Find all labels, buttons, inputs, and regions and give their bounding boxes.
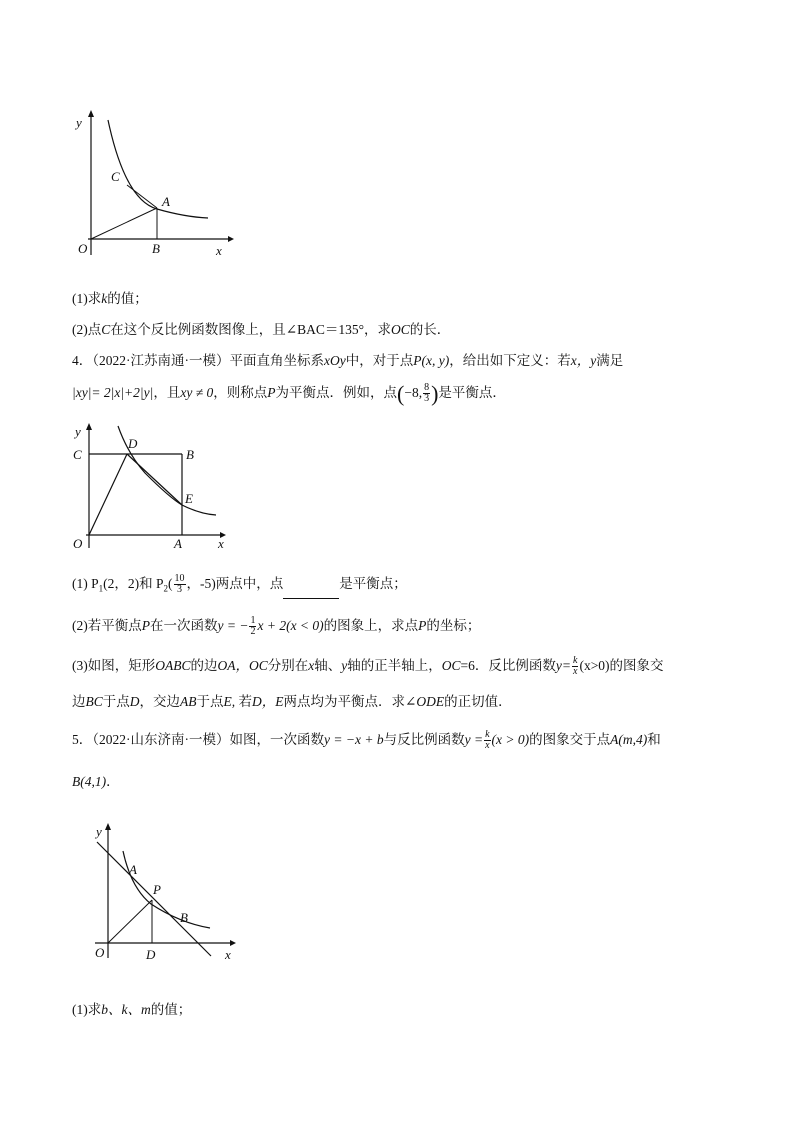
label-y: y bbox=[75, 424, 81, 439]
label-O: O bbox=[95, 945, 105, 960]
figure-inverse-function-1 bbox=[70, 105, 240, 265]
label-y: y bbox=[76, 115, 82, 130]
p2-x-fraction: $\frac{10}{3}$ bbox=[174, 573, 185, 596]
label-x: x bbox=[216, 243, 222, 258]
q4-header: 4．（2022·江苏南通·一模）平面直角坐标系xOy中，对于点P(x, y)，给出如下定义：若x，y满足 bbox=[72, 353, 624, 368]
segment-OP bbox=[108, 900, 152, 943]
k-over-x-fraction: $\frac{k}{x}$ bbox=[485, 729, 490, 752]
x-arrow bbox=[230, 940, 236, 946]
hyperbola-curve bbox=[108, 120, 208, 218]
q5-part1: (1)求b、k、m的值； bbox=[72, 1002, 192, 1017]
q4-part3-line2: 边BC于点D，交边AB于点E, 若D，E两点均为平衡点．求∠ODE的正切值． bbox=[72, 694, 512, 709]
label-A: A bbox=[129, 862, 137, 877]
q4-condition: |xy|= 2|x|+2|y|，且xy ≠ 0，则称点P为平衡点．例如，点(−8, $\frac{8}{3}$ )是平衡点． bbox=[72, 380, 506, 406]
label-C: C bbox=[73, 447, 82, 462]
label-A: A bbox=[162, 194, 170, 209]
y-arrow bbox=[105, 823, 111, 830]
q5-header: 5．（2022·山东济南·一模）如图，一次函数y = −x + b与反比例函数y = $\frac{k}{x}$ (x > 0)的图象交于点A(m,4)和 bbox=[72, 729, 661, 752]
label-O: O bbox=[73, 536, 83, 551]
linear-function-line bbox=[97, 842, 211, 956]
label-E: E bbox=[185, 491, 193, 506]
q3-part1: (1)求k的值； bbox=[72, 291, 148, 306]
label-x: x bbox=[225, 947, 231, 962]
q3-part2: (2)点C在这个反比例函数图像上，且∠BAC＝135°，求OC的长． bbox=[72, 322, 451, 337]
q4-part3: (3)如图，矩形OABC的边OA，OC分别在x轴、y轴的正半轴上，OC=6．反比例函数y= $\frac{k}{x}$ (x>0)的图象交 bbox=[72, 655, 664, 678]
segment-OD bbox=[89, 454, 127, 535]
half-fraction: $\frac{1}{2}$ bbox=[250, 615, 256, 638]
label-D: D bbox=[146, 947, 156, 962]
label-B: B bbox=[186, 447, 194, 462]
figure-rectangle-oabc bbox=[70, 418, 240, 558]
example-fraction: $\frac{8}{3}$ bbox=[424, 382, 430, 405]
q4-part1: (1) $P_1(2$，2)和 $P_2$( $\frac{10}{3}$ ，-5)两点中，点 是平衡点； bbox=[72, 574, 407, 599]
q4-part2: (2)若平衡点P在一次函数y = − $\frac{1}{2}$ x + 2(x < 0)的图象上，求点P的坐标； bbox=[72, 615, 481, 638]
y-arrow bbox=[88, 110, 94, 117]
label-O: O bbox=[78, 241, 88, 256]
segment-CA bbox=[127, 185, 157, 208]
label-B: B bbox=[180, 910, 188, 925]
label-P: P bbox=[153, 882, 161, 897]
label-C: C bbox=[111, 169, 120, 184]
y-arrow bbox=[86, 423, 92, 430]
segment-DE bbox=[127, 454, 182, 505]
k-over-x-fraction: $\frac{k}{x}$ bbox=[573, 655, 578, 678]
label-A: A bbox=[174, 536, 182, 551]
label-x: x bbox=[218, 536, 224, 551]
x-arrow bbox=[228, 236, 234, 242]
label-y: y bbox=[96, 824, 102, 839]
answer-blank[interactable] bbox=[283, 584, 339, 599]
label-D: D bbox=[128, 436, 138, 451]
label-B: B bbox=[152, 241, 160, 256]
figure-line-and-hyperbola bbox=[85, 818, 245, 968]
q5-header-line2: B(4,1)． bbox=[72, 774, 120, 789]
segment-OA bbox=[91, 208, 157, 239]
